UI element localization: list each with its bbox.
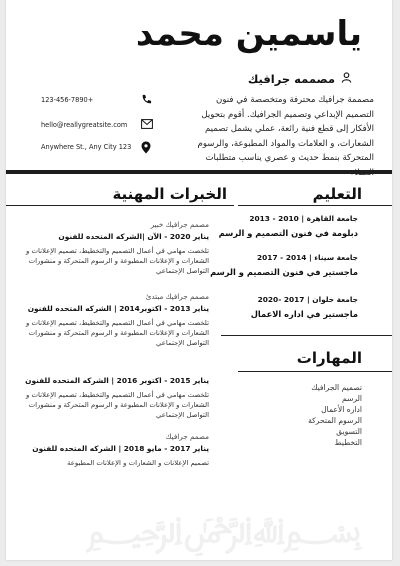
street-address: Anywhere St., Any City 123 [41, 143, 132, 151]
education-item [198, 253, 358, 277]
profile-summary: مصممة جرافيك محترفة ومتخصصة في فنون التصميم الإبداعي وتصميم الجرافيك. أقوم بتحويل الأفكار إلى قطع فنية رائعة، عملي يشمل تصميم الشعارات، و العلامات والمواد المطبوعة، والرسوم المتحركة بنمط حديث و عصري يناسب متطلبات [197, 95, 374, 163]
skill-item: اداره الأعمال [321, 405, 362, 414]
watermark-logo: ﷽ [85, 510, 362, 551]
role-title: مصممه جرافيك [247, 72, 335, 86]
experience-item [4, 432, 209, 468]
phone-icon [141, 94, 152, 108]
job-description: تلخصت مهامي في أعمال التصميم والتخطيط، تصميم الإعلانات و الشعارات و الإعلانات المطبوعة و الرسوم المتحركة و منشورات التواصل الإجتماعي [26, 391, 209, 420]
job-description: تصميم الإعلانات و الشعارات و الإعلانات المطبوعة [67, 459, 209, 467]
education-item [198, 295, 358, 319]
experience-item [4, 292, 209, 349]
job-org-dates: يناير 2020 - الآن |الشركه المتحده للفنون [58, 232, 209, 241]
experience-heading: الخبرات المهنية [112, 185, 227, 203]
institution-dates: جامعة القاهرة | 2010 - 2013 [249, 214, 358, 223]
job-description: تلخصت مهامي في أعمال التصميم والتخطيط، تصميم الإعلانات و الشعارات و الإعلانات المطبوعة و الرسوم المتحركة و منشورات التواصل الإجتماعي [26, 247, 209, 276]
skill-item: التسويق [336, 427, 362, 436]
contact-address-row [41, 141, 156, 155]
job-org-dates: يناير 2015 - اكتوبر 2016 | الشركه المتحده للفنون [25, 376, 209, 385]
header-divider-band [6, 170, 392, 174]
institution-dates: جامعة حلوان | 2017 -2020 [257, 295, 358, 304]
education-item [198, 214, 358, 238]
experience-item [4, 373, 209, 421]
skill-item: التخطيط [334, 438, 362, 447]
location-pin-icon [141, 141, 151, 157]
degree-name: ماجستير في فنون التصميم و الرسم [210, 267, 358, 277]
contact-email-row [41, 119, 156, 133]
envelope-icon [141, 119, 153, 132]
phone-number[interactable]: 123-456-7890+ [41, 96, 94, 104]
skill-item: الرسوم المتحركة [308, 416, 362, 425]
role-line [248, 72, 352, 86]
skill-item: الرسم [341, 394, 362, 403]
job-title: مصمم جرافيك خبير [150, 220, 209, 229]
job-title: مصمم جرافيك [165, 432, 209, 441]
degree-name: دبلومة في فنون التصميم و الرسم [218, 228, 358, 238]
job-title: مصمم جرافيك مبتدئ [145, 292, 209, 301]
skill-item: تصميم الجرافيك [311, 383, 362, 392]
skills-top-rule [221, 335, 392, 336]
job-description: تلخصت مهامي في أعمال التصميم والتخطيط، تصميم الإعلانات و الشعارات و الإعلانات المطبوعة و الرسوم المتحركة و منشورات التواصل الإجتماعي [26, 319, 209, 348]
institution-dates: جامعة سيناء | 2014 - 2017 [257, 253, 358, 262]
candidate-name: ياسمين محمد [135, 14, 362, 54]
skills-heading: المهارات [296, 349, 362, 367]
resume-page [6, 0, 392, 560]
education-rule [238, 205, 392, 206]
skills-list [308, 382, 362, 448]
education-heading: التعليم [312, 185, 362, 203]
skills-rule [238, 371, 392, 372]
experience-rule [6, 205, 234, 206]
person-icon [341, 72, 352, 86]
degree-name: ماجستير في اداره الاعمال [250, 309, 358, 319]
experience-item [4, 220, 209, 277]
job-org-dates: يناير 2017 - مايو 2018 | الشركه المتحده للفنون [32, 444, 209, 453]
job-org-dates: يناير 2013 - اكتوبر2014 | الشركه المتحده للفنون [27, 304, 209, 313]
email-address[interactable]: hello@reallygreatsite.com [41, 121, 128, 129]
contact-phone-row [41, 94, 156, 108]
